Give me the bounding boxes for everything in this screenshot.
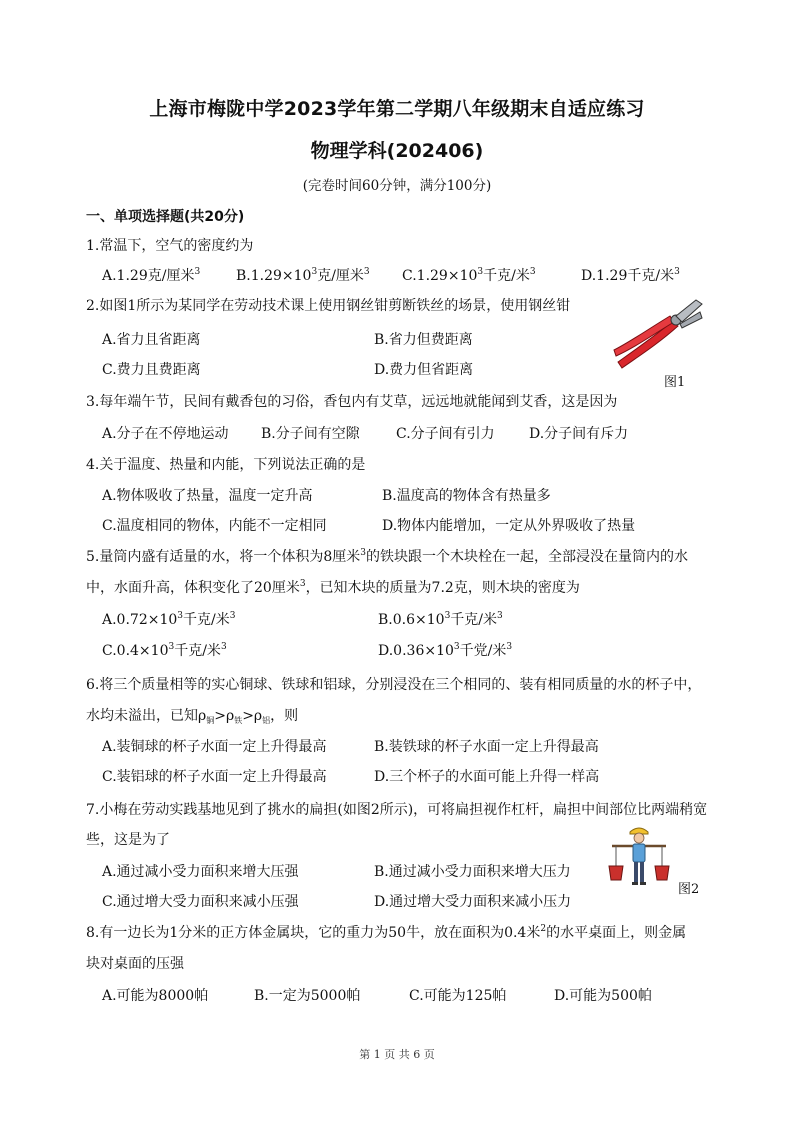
question-5-option-a: $A.0.72\times 10^3$千克/米$^3$ <box>102 611 236 628</box>
figure-2-caption: 图2 <box>678 882 700 897</box>
question-6-option-c: C.装铝球的杯子水面一定上升得最高 <box>102 769 327 785</box>
section-heading: 一、单项选择题(共20分) <box>86 209 245 225</box>
question-6-stem-line-1: 6.将三个质量相等的实心铜球、铁球和铝球，分别浸没在三个相同的、装有相同质量的水的杯子中， <box>86 677 702 693</box>
question-3-option-d: D.分子间有斥力 <box>529 426 629 442</box>
question-5-option-d: $D.0.36\times 10^3$千党/米$^3$ <box>378 642 513 659</box>
question-1-option-d: D.1.29千克/米$^3$ <box>581 267 680 284</box>
wire-pliers-illustration <box>612 294 704 370</box>
exam-time-note: (完卷时间60分钟，满分100分) <box>302 178 492 194</box>
question-5-option-c: $C.0.4\times 10^3$千克/米$^3$ <box>102 642 227 659</box>
question-8-option-d: D.可能为500帕 <box>554 988 652 1004</box>
total-page-count: 6 <box>413 1048 421 1061</box>
question-2-option-d: D.费力但省距离 <box>374 362 474 378</box>
figure-1-caption: 图1 <box>664 375 686 390</box>
question-8-stem-line-2: 块对桌面的压强 <box>86 956 184 972</box>
question-6-stem-line-2: 水均未溢出，已知$\rho_铜>\rho_铁>\rho_铝$，则 <box>86 708 299 725</box>
question-1-stem: 1.常温下，空气的密度约为 <box>86 238 254 254</box>
question-1-option-a: A.1.29克/厘米$^3$ <box>102 267 201 284</box>
question-3-option-a: A.分子在不停地运动 <box>102 426 229 442</box>
question-3-option-c: C.分子间有引力 <box>396 426 495 442</box>
question-2-option-b: B.省力但费距离 <box>374 332 473 348</box>
question-3-option-b: B.分子间有空隙 <box>261 426 360 442</box>
question-6-option-b: B.装铁球的杯子水面一定上升得最高 <box>374 739 599 755</box>
question-7-stem-line-2: 些，这是为了 <box>86 832 170 848</box>
question-5-stem-line-2: 中，水面升高，体积变化了20厘米$^3$，已知木块的质量为7.2克，则木块的密度为 <box>86 579 580 596</box>
question-8-option-a: A.可能为8000帕 <box>102 988 209 1004</box>
question-2-stem: 2.如图1所示为某同学在劳动技术课上使用钢丝钳剪断铁丝的场景，使用钢丝钳 <box>86 298 571 314</box>
question-1-option-c: $C.1.29\times 10^3$千克/米$^3$ <box>402 267 536 284</box>
question-2-option-a: A.省力且省距离 <box>102 332 201 348</box>
exam-subject: 物理学科(202406) <box>310 140 484 162</box>
carrying-pole-worker-illustration <box>606 824 672 890</box>
question-6-option-a: A.装铜球的杯子水面一定上升得最高 <box>102 739 327 755</box>
question-1-option-b: $B.1.29\times 10^3$克/厘米$^3$ <box>236 267 370 284</box>
question-7-option-c: C.通过增大受力面积来减小压强 <box>102 894 299 910</box>
question-4-stem: 4.关于温度、热量和内能，下列说法正确的是 <box>86 457 366 473</box>
question-4-option-c: C.温度相同的物体，内能不一定相同 <box>102 518 327 534</box>
question-6-option-d: D.三个杯子的水面可能上升得一样高 <box>374 769 600 785</box>
question-7-stem-line-1: 7.小梅在劳动实践基地见到了挑水的扁担(如图2所示)，可将扁担视作杠杆，扁担中间部位比两端稍宽 <box>86 802 708 818</box>
question-7-option-a: A.通过减小受力面积来增大压强 <box>102 864 299 880</box>
question-5-stem-line-1: 5.量筒内盛有适量的水，将一个体积为8厘米$^3$的铁块跟一个木块栓在一起，全部浸没在量筒内的水 <box>86 548 688 565</box>
current-page-number: 1 <box>373 1048 381 1061</box>
page-footer: 第 1 页 共 6 页 <box>359 1048 435 1061</box>
question-4-option-b: B.温度高的物体含有热量多 <box>382 488 551 504</box>
exam-title: 上海市梅陇中学2023学年第二学期八年级期末自适应练习 <box>149 98 645 120</box>
question-4-option-d: D.物体内能增加，一定从外界吸收了热量 <box>382 518 636 534</box>
question-3-stem: 3.每年端午节，民间有戴香包的习俗，香包内有艾草，远远地就能闻到艾香，这是因为 <box>86 394 618 410</box>
question-4-option-a: A.物体吸收了热量，温度一定升高 <box>102 488 313 504</box>
question-8-stem-line-1: 8.有一边长为1分米的正方体金属块，它的重力为50牛，放在面积为0.4米$^2$的水平桌面上，则金属 <box>86 924 687 941</box>
question-5-option-b: $B.0.6\times 10^3$千克/米$^3$ <box>378 611 503 628</box>
question-8-option-b: B.一定为5000帕 <box>254 988 361 1004</box>
question-2-option-c: C.费力且费距离 <box>102 362 201 378</box>
question-8-option-c: C.可能为125帕 <box>409 988 507 1004</box>
question-7-option-d: D.通过增大受力面积来减小压力 <box>374 894 572 910</box>
question-7-option-b: B.通过减小受力面积来增大压力 <box>374 864 571 880</box>
